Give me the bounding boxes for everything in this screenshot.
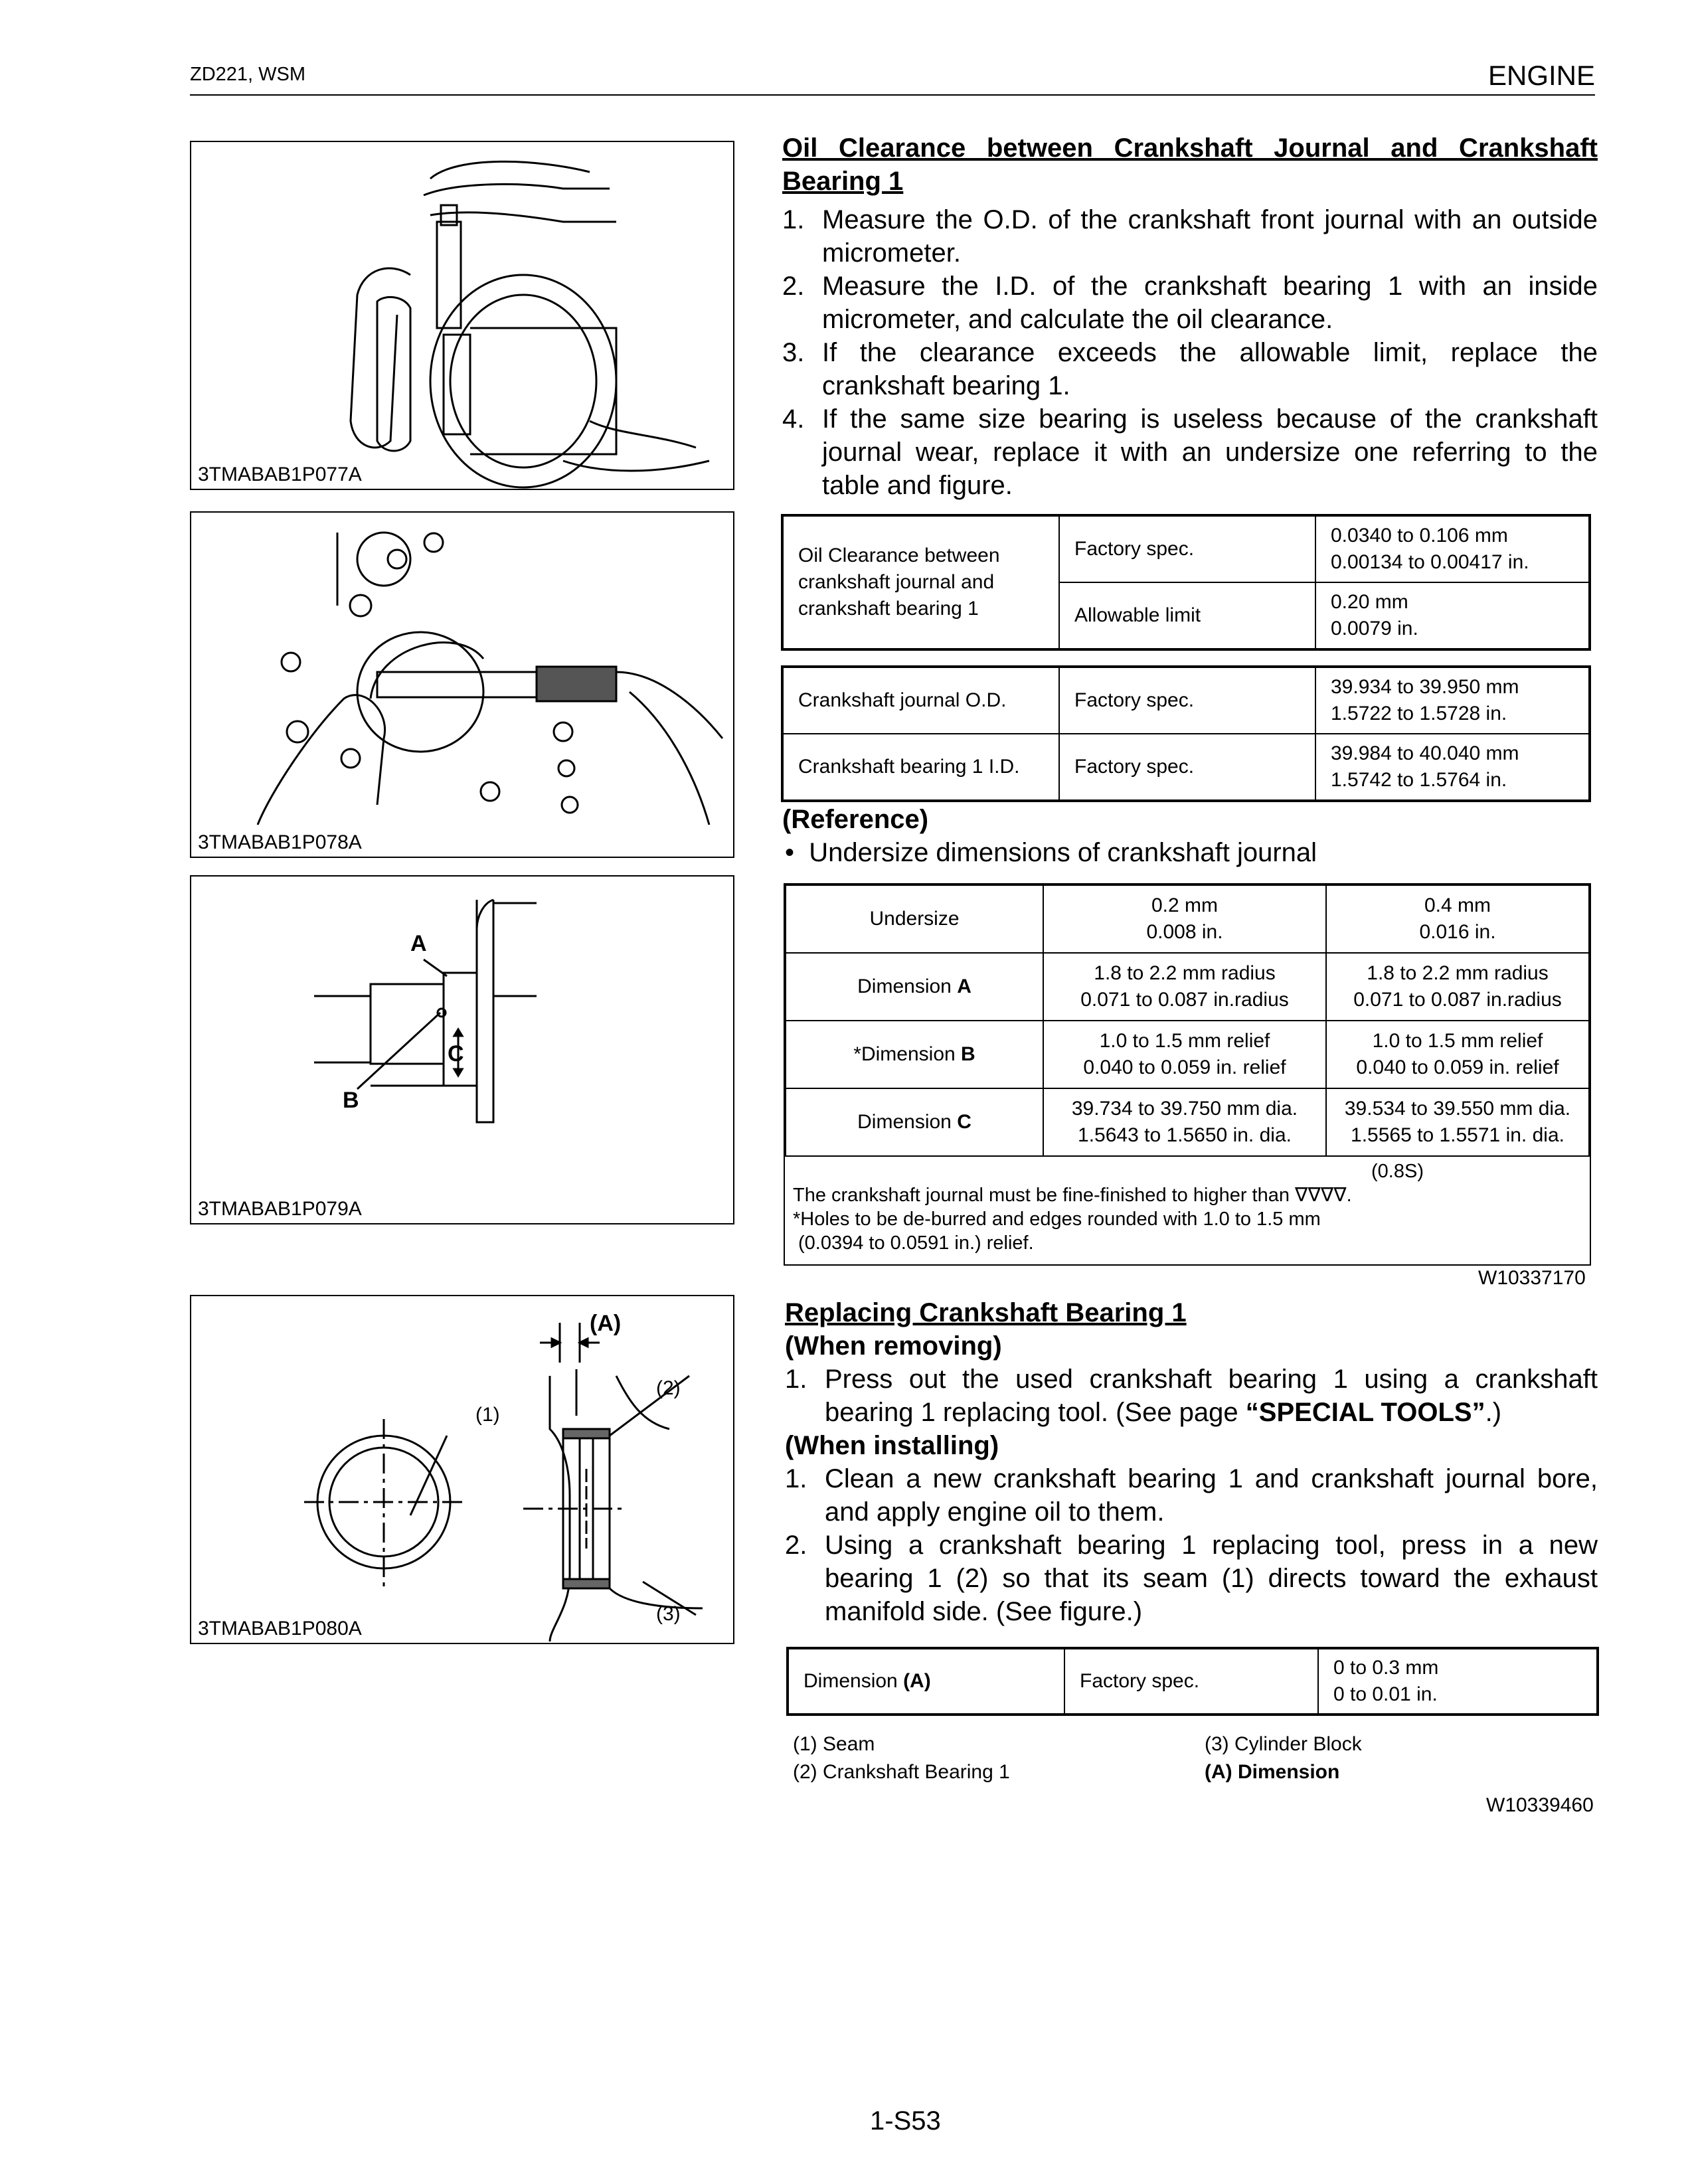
legend-right bbox=[1205, 1730, 1362, 1786]
undersize-notes bbox=[785, 1159, 1590, 1255]
bearing-installation-drawing bbox=[191, 1296, 733, 1643]
step-item: 3. If the clearance exceeds the allowable limit, replace the crankshaft bearing 1. bbox=[782, 338, 1598, 400]
page-number: 1-S53 bbox=[870, 2106, 941, 2136]
installing-steps bbox=[785, 1462, 1598, 1628]
spec-item: Crankshaft journal O.D. bbox=[782, 667, 1059, 734]
note-finish: The crankshaft journal must be fine-finished to higher than ∇∇∇∇. bbox=[793, 1185, 1352, 1206]
figure-caption: 3TMABAB1P078A bbox=[198, 831, 362, 853]
header-rule bbox=[190, 94, 1595, 96]
bullet-icon: • bbox=[785, 838, 809, 867]
legend-item: (2) Crankshaft Bearing 1 bbox=[793, 1761, 1010, 1783]
figure-bearing-installation bbox=[190, 1295, 734, 1644]
legend-left bbox=[793, 1730, 1010, 1786]
figure-caption: 3TMABAB1P077A bbox=[198, 463, 362, 485]
dimension-value: 39.734 to 39.750 mm dia. 1.5643 to 1.5650 in. dia. bbox=[1043, 1088, 1326, 1156]
dimension-label: Dimension C bbox=[786, 1088, 1043, 1156]
journal-dimension-drawing bbox=[191, 877, 733, 1223]
legend-item: (1) Seam bbox=[793, 1733, 875, 1755]
step-item: 2. Measure the I.D. of the crankshaft bearing 1 with an inside micrometer, and calculate the oil clearance. bbox=[782, 272, 1598, 334]
undersize-header-label: Undersize bbox=[786, 885, 1043, 953]
spec-label: Factory spec. bbox=[1059, 734, 1315, 801]
spec-value: 39.934 to 39.950 mm 1.5722 to 1.5728 in. bbox=[1315, 667, 1590, 734]
label-3: (3) bbox=[656, 1603, 681, 1625]
spec-value: 0 to 0.3 mm 0 to 0.01 in. bbox=[1318, 1648, 1598, 1715]
section-title: Replacing Crankshaft Bearing 1 bbox=[785, 1298, 1187, 1327]
subtitle-removing: (When removing) bbox=[785, 1331, 1002, 1361]
spec-label: Factory spec. bbox=[1064, 1648, 1318, 1715]
section-replacing-bearing bbox=[785, 1296, 1598, 1628]
document-code: W10337170 bbox=[1478, 1267, 1586, 1289]
spec-value: 0.20 mm 0.0079 in. bbox=[1315, 582, 1590, 649]
spec-label: Factory spec. bbox=[1059, 515, 1315, 582]
step-item: 1. Press out the used crankshaft bearing 1 using a crankshaft bearing 1 replacing tool. (See page “SPECIAL TOOLS”.) bbox=[785, 1365, 1598, 1427]
dimension-value: 1.0 to 1.5 mm relief 0.040 to 0.059 in. relief bbox=[1326, 1021, 1589, 1088]
document-code: W10339460 bbox=[1486, 1794, 1594, 1816]
spec-value: 0.0340 to 0.106 mm 0.00134 to 0.00417 in. bbox=[1315, 515, 1590, 582]
spec-item: Crankshaft bearing 1 I.D. bbox=[782, 734, 1059, 801]
header-section: ENGINE bbox=[1487, 60, 1595, 91]
dimension-value: 1.0 to 1.5 mm relief 0.040 to 0.059 in. relief bbox=[1043, 1021, 1326, 1088]
spec-label: Factory spec. bbox=[1059, 667, 1315, 734]
figure-caption: 3TMABAB1P079A bbox=[198, 1198, 362, 1220]
label-dimension-a: (A) bbox=[590, 1311, 622, 1336]
legend-item: (3) Cylinder Block bbox=[1205, 1733, 1362, 1755]
removing-steps bbox=[785, 1363, 1598, 1429]
spec-label: Allowable limit bbox=[1059, 582, 1315, 649]
dimension-value: 39.534 to 39.550 mm dia. 1.5565 to 1.5571 in. dia. bbox=[1326, 1088, 1589, 1156]
section-title-line2: Bearing 1 bbox=[782, 167, 904, 196]
figure-caption: 3TMABAB1P080A bbox=[198, 1618, 362, 1639]
undersize-header-col: 0.4 mm 0.016 in. bbox=[1326, 885, 1589, 953]
label-2: (2) bbox=[656, 1377, 681, 1399]
figure-journal-dimensions bbox=[190, 875, 734, 1224]
subtitle-installing: (When installing) bbox=[785, 1431, 999, 1460]
note-relief: (0.0394 to 0.0591 in.) relief. bbox=[798, 1232, 1034, 1254]
label-a: A bbox=[410, 931, 427, 956]
journal-bearing-spec-table bbox=[781, 665, 1591, 802]
undersize-header-col: 0.2 mm 0.008 in. bbox=[1043, 885, 1326, 953]
header-model: ZD221, WSM bbox=[190, 64, 306, 85]
label-c: C bbox=[448, 1041, 464, 1066]
oil-clearance-spec-table bbox=[781, 514, 1591, 651]
outside-micrometer-illustration bbox=[191, 142, 733, 489]
dimension-value: 1.8 to 2.2 mm radius 0.071 to 0.087 in.radius bbox=[1043, 953, 1326, 1021]
step-item: 4. If the same size bearing is useless because of the crankshaft journal wear, replace it with an undersize one referring to the table and figure. bbox=[782, 404, 1598, 500]
reference-bullet: • Undersize dimensions of crankshaft journal bbox=[785, 838, 1317, 867]
step-item: 1. Measure the O.D. of the crankshaft front journal with an outside micrometer. bbox=[782, 205, 1598, 268]
label-b: B bbox=[343, 1088, 359, 1113]
dimension-value: 1.8 to 2.2 mm radius 0.071 to 0.087 in.radius bbox=[1326, 953, 1589, 1021]
spec-item: Dimension (A) bbox=[788, 1648, 1064, 1715]
step-item: 1. Clean a new crankshaft bearing 1 and crankshaft journal bore, and apply engine oil to them. bbox=[785, 1464, 1598, 1527]
label-1: (1) bbox=[475, 1404, 500, 1426]
figure-inside-micrometer bbox=[190, 511, 734, 858]
inside-micrometer-illustration bbox=[191, 513, 733, 857]
undersize-table-box bbox=[784, 883, 1591, 1266]
dimension-label: Dimension A bbox=[786, 953, 1043, 1021]
note-holes: *Holes to be de-burred and edges rounded with 1.0 to 1.5 mm bbox=[793, 1209, 1321, 1230]
dimension-label: *Dimension B bbox=[786, 1021, 1043, 1088]
figure-outside-micrometer bbox=[190, 141, 734, 490]
measurement-steps bbox=[782, 203, 1598, 502]
undersize-dimension-table bbox=[785, 884, 1590, 1157]
step-item: 2. Using a crankshaft bearing 1 replacing tool, press in a new bearing 1 (2) so that its seam (1) directs toward the exhaust manifold side. (See figure.) bbox=[785, 1531, 1598, 1626]
section-title-line1: Oil Clearance between Crankshaft Journal and Crankshaft bbox=[782, 133, 1598, 163]
spec-value: 39.984 to 40.040 mm 1.5742 to 1.5764 in. bbox=[1315, 734, 1590, 801]
finish-mark: (0.8S) bbox=[1371, 1161, 1424, 1182]
legend-item: (A) Dimension bbox=[1205, 1761, 1340, 1783]
section-oil-clearance bbox=[782, 131, 1598, 502]
spec-item: Oil Clearance between crankshaft journal and crankshaft bearing 1 bbox=[782, 515, 1059, 649]
reference-title: (Reference) bbox=[782, 805, 929, 834]
dimension-a-spec-table bbox=[786, 1647, 1599, 1716]
